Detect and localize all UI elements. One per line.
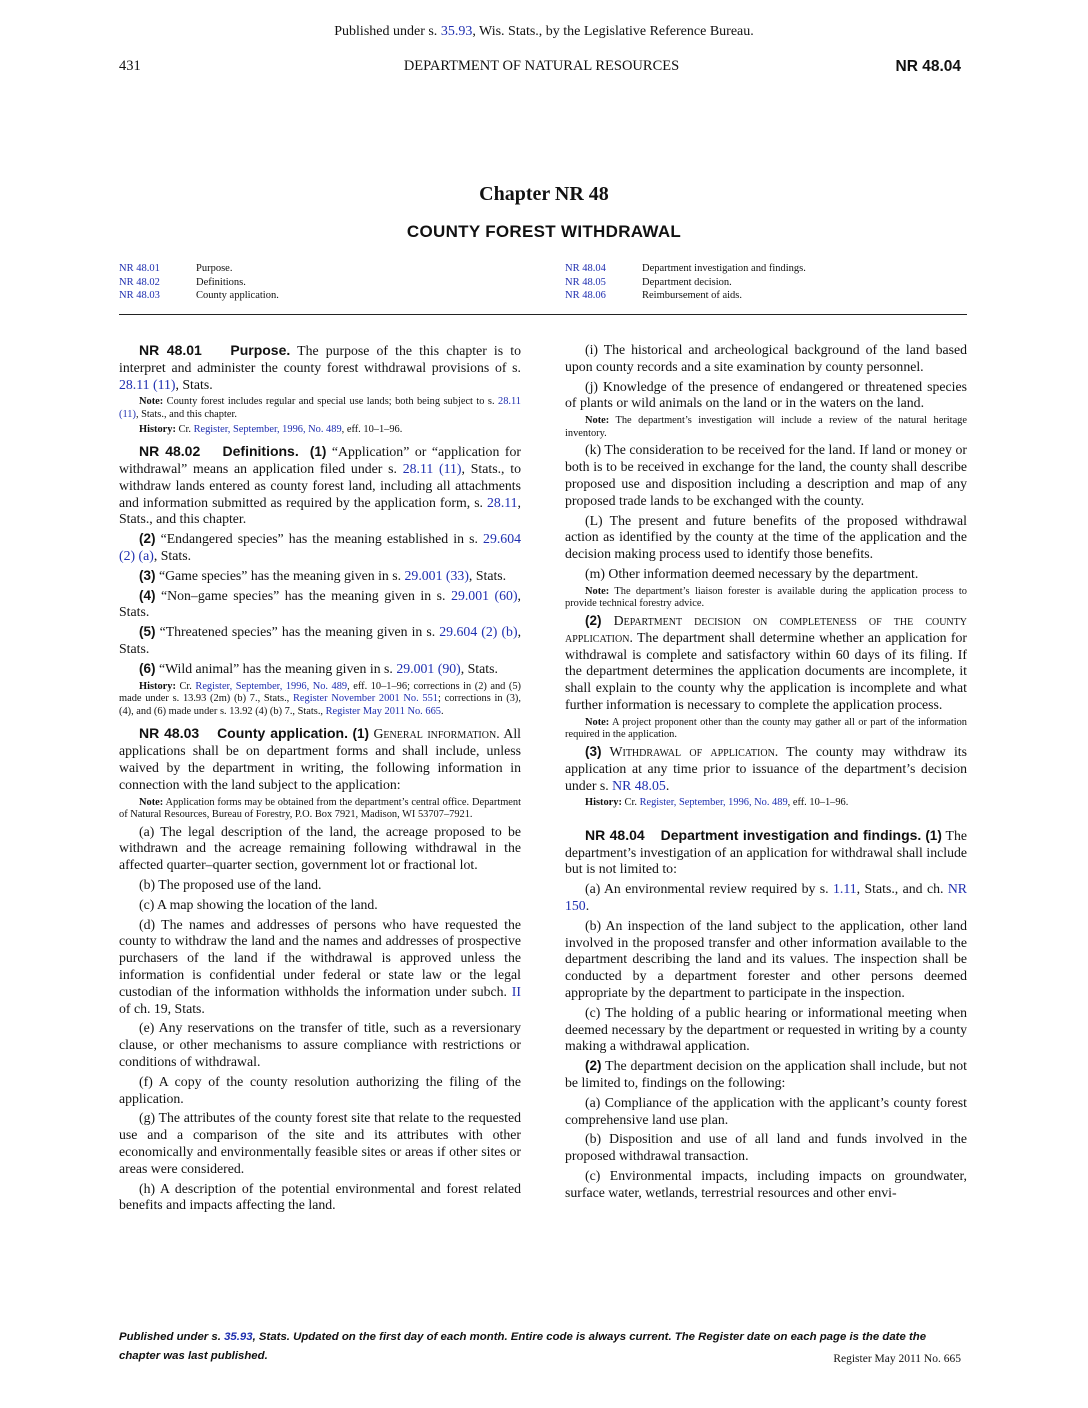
toc-section-link[interactable]: NR 48.01 — [119, 263, 160, 274]
note — [565, 415, 967, 440]
toc-section-link[interactable]: NR 48.02 — [119, 276, 160, 288]
para-text: . — [585, 898, 590, 914]
history-note — [119, 681, 521, 719]
history-text: , eff. 10–1–96. — [787, 797, 849, 809]
history-text: ; corrections in (3), (4), and (6) made under s. 13.92 (4) (b) 7., Stats., — [119, 693, 521, 717]
para-text: The department shall determine whether an application for withdrawal is complete and satisfactory within 60 days of its filing. If the department determines the application documents are incomplete, it shall explain to the county why the application is incomplete and what further information is necessary to complete the application process. — [565, 629, 967, 712]
banner-text-end: , Wis. Stats., by the Legislative Reference Bureau. — [472, 24, 754, 39]
section-48-03 — [119, 725, 521, 793]
section-heading: Definitions. — [222, 443, 299, 460]
paragraph-i: (i) The historical and archeological background of the land based upon county records and a site examination by county personnel. — [565, 342, 967, 374]
banner-statute-link[interactable]: 35.93 — [440, 24, 473, 39]
section-48-01 — [119, 342, 521, 393]
definition-paragraph — [119, 568, 521, 585]
statute-link[interactable]: 28.11 — [487, 494, 518, 510]
history-text: , eff. 10–1–96; corrections in (2) and (5) made under s. 13.93 (2m) (b) 7., Stats., — [119, 680, 522, 705]
history-label: History: — [139, 680, 176, 692]
code-link[interactable]: NR 150 — [565, 881, 967, 914]
statute-link[interactable]: 29.001 (33) — [404, 567, 469, 583]
para-text: All applications shall be on department forms and shall include, unless waived by the department in writing, the following information in connection with the land subject to the application: — [119, 726, 521, 792]
subsection-number: (1) — [352, 726, 369, 742]
note — [119, 396, 521, 421]
toc-title: County application. — [196, 290, 279, 301]
chapter-title: Chapter NR 48 — [479, 183, 609, 205]
header-section-number: NR 48.04 — [895, 58, 961, 75]
toc-entry[interactable] — [565, 262, 806, 276]
subsection-heading: Department decision on completeness of the county application. — [565, 612, 967, 645]
toc-title: Department decision. — [642, 276, 732, 288]
para-text: “Wild animal” has the meaning given in s. — [155, 660, 397, 676]
register-link[interactable]: Register, September, 1996, No. 489 — [193, 423, 342, 435]
toc-section-link[interactable]: NR 48.05 — [565, 276, 606, 288]
footer-text: , Stats. Updated on the first day of each month. Entire code is always current. The Register date on each page is the date the chapter was last published. — [119, 1331, 927, 1362]
para-text: “Non–game species” has the meaning given in s. — [155, 587, 452, 603]
history-text: . — [440, 705, 444, 717]
toc-section-link[interactable]: NR 48.04 — [565, 263, 606, 274]
section-number: NR 48.02 — [139, 443, 201, 460]
para-text: , Stats., and this chapter. — [119, 494, 521, 527]
paragraph-L: (L) The present and future benefits of the proposed withdrawal action as identified by the county at the time of the application and the decision making process used to identify those benefits. — [565, 512, 967, 562]
note-text: County forest includes regular and special use lands; both being subject to s. — [163, 396, 498, 408]
history-label: History: — [139, 423, 176, 435]
paragraph-f: (f) A copy of the county resolution authorizing the filing of the application. — [119, 1073, 521, 1106]
toc-entry[interactable] — [119, 276, 279, 290]
toc-section-link[interactable]: NR 48.03 — [119, 290, 160, 301]
toc-entry[interactable] — [119, 262, 279, 276]
subsection-number: (6) — [139, 660, 156, 676]
paragraph-b: (b) Disposition and use of all land and funds involved in the proposed withdrawal transaction. — [565, 1131, 967, 1164]
paragraph-k: (k) The consideration to be received for the land. If land or money or both is to be received in exchange for the land, the county shall describe proposed use and disposition including a description and map of any proposed trade lands to be exchanged with the county. — [565, 442, 967, 508]
subsection-heading: General information. — [368, 726, 500, 742]
subsection-3 — [565, 744, 967, 794]
toc-section-link[interactable]: NR 48.06 — [565, 290, 606, 301]
para-text: “Threatened species” has the meaning given in s. — [155, 624, 440, 640]
note-label: Note: — [585, 716, 610, 728]
subsection-number: (2) — [139, 531, 156, 547]
subsection-2 — [565, 613, 967, 714]
subsection-number: (2) — [585, 612, 602, 628]
para-text: , Stats. — [119, 587, 521, 620]
statute-link[interactable]: 29.001 (90) — [396, 660, 461, 676]
paragraph-m: (m) Other information deemed necessary by the department. — [585, 565, 919, 581]
note — [565, 586, 967, 611]
left-column — [119, 342, 521, 1217]
section-link[interactable]: NR 48.05 — [612, 777, 666, 793]
note — [565, 717, 967, 742]
statute-link[interactable]: 1.11 — [833, 881, 857, 897]
subsection-number: (1) — [309, 444, 327, 460]
department-name: DEPARTMENT OF NATURAL RESOURCES — [403, 58, 680, 74]
para-text: , Stats. — [175, 376, 213, 392]
divider-rule — [119, 314, 967, 315]
para-text: “Endangered species” has the meaning established in s. — [155, 531, 484, 547]
history-text: Cr. — [621, 797, 640, 809]
right-column — [565, 342, 967, 1205]
register-link[interactable]: Register November 2001 No. 551 — [293, 693, 438, 705]
register-link[interactable]: Register, September, 1996, No. 489 — [195, 680, 348, 692]
paragraph-b: (b) An inspection of the land subject to the application, other land involved in the proposed transfer and other information available to the department describing the land and its values. The inspection shall be conducted by a department forester and other persons deemed appropriate by the department to participate in the inspection. — [565, 917, 967, 1001]
note-label: Note: — [139, 396, 164, 408]
page-number: 431 — [119, 58, 141, 74]
definition-paragraph — [119, 531, 521, 565]
para-text: (a) An environmental review required by s. — [585, 881, 834, 897]
history-label: History: — [585, 797, 622, 809]
history-note — [119, 424, 521, 437]
para-text: “Application” or “application for withdrawal” means an application filed under s. — [119, 444, 522, 476]
running-header — [119, 58, 969, 78]
paragraph-j: (j) Knowledge of the presence of endangered or threatened species of plants or wild animals on the land or in the waters on the land. — [565, 378, 967, 411]
subsection-number: (4) — [139, 587, 156, 603]
statute-link[interactable]: 29.604 (2) (a) — [119, 531, 521, 563]
footer-publication-note — [119, 1328, 939, 1366]
publication-banner — [0, 24, 1088, 40]
definition-paragraph — [119, 624, 521, 658]
para-text: , Stats. — [153, 547, 192, 563]
paragraph-b: (b) The proposed use of the land. — [139, 877, 322, 893]
toc-title: Purpose. — [196, 263, 233, 274]
note-text: , Stats., and this chapter. — [135, 408, 237, 420]
para-text: , Stats., and ch. — [856, 881, 948, 897]
paragraph-c: (c) The holding of a public hearing or informational meeting when deemed necessary by the department or requested in writing by a county making a withdrawal application. — [565, 1004, 967, 1054]
paragraph-a: (a) Compliance of the application with the applicant’s county forest comprehensive land use plan. — [565, 1094, 967, 1127]
definition-paragraph — [119, 661, 521, 678]
para-text: , Stats. — [119, 624, 522, 656]
statute-link[interactable]: 29.001 (60) — [451, 587, 518, 603]
para-text: The county may withdraw its application at any time prior to issuance of the department’s decision under s. — [565, 743, 967, 793]
note-text: A project proponent other than the county may gather all or part of the information required in the application. — [565, 716, 967, 741]
section-heading: Department investigation and findings. — [660, 826, 922, 843]
toc-title: Definitions. — [196, 276, 246, 288]
para-text: (d) The names and addresses of persons who have requested the county to withdraw the land and the names and addresses of prospective purchasers of the land if the withdrawal is approved unless the information is confidential under federal or state law or the legal custodian of the information withholds the information under subch. — [119, 916, 521, 999]
subsection-heading: Withdrawal of application. — [601, 743, 779, 759]
footer-text: Published under s. — [119, 1331, 225, 1343]
subsection-number: (2) — [585, 1058, 602, 1074]
footer-statute-link[interactable]: 35.93 — [224, 1331, 253, 1343]
statute-link[interactable]: 28.11 (11) — [119, 376, 176, 392]
section-48-02 — [119, 443, 521, 528]
para-text: “Game species” has the meaning given in s. — [155, 567, 405, 583]
history-text: Cr. — [175, 423, 194, 435]
history-text: Cr. — [175, 680, 196, 692]
note-text: The department’s investigation will include a review of the natural heritage inventory. — [565, 415, 967, 439]
note-label: Note: — [585, 415, 610, 427]
para-text: of ch. 19, Stats. — [119, 1000, 205, 1016]
paragraph-g: (g) The attributes of the county forest site that relate to the requested use and a comparison of the site and its attributes with other economically and environmentally feasible sites or areas if other sites or areas were considered. — [119, 1110, 521, 1176]
subsection-2 — [565, 1058, 967, 1092]
footer-register-date: Register May 2011 No. 665 — [833, 1353, 961, 1365]
paragraph-d — [119, 917, 521, 1018]
paragraph-h: (h) A description of the potential environmental and forest related benefits and impacts affecting the land. — [119, 1180, 521, 1213]
note — [119, 797, 521, 822]
subsection-number: (1) — [925, 827, 942, 843]
para-text: The purpose of the this chapter is to interpret and administer the county forest withdrawal provisions of s. — [119, 343, 521, 375]
chapter-subtitle: COUNTY FOREST WITHDRAWAL — [406, 222, 682, 241]
section-number: NR 48.04 — [585, 826, 645, 843]
statute-link[interactable]: 29.604 (2) (b) — [439, 624, 518, 640]
history-text: , eff. 10–1–96. — [341, 423, 403, 435]
statute-link[interactable]: 28.11 (11) — [119, 396, 521, 420]
note-text: Application forms may be obtained from the department’s central office. Department of Natural Resources, Bureau of Forestry, P.O. Box 7921, Madison, WI 53707–7921. — [119, 796, 521, 821]
para-text: , Stats., to withdraw lands entered as county forest land, including all attachments and information submitted as required by the application form, s. — [119, 460, 522, 510]
toc-entry[interactable] — [119, 289, 279, 303]
banner-text: Published under s. — [334, 24, 441, 39]
subsection-number: (5) — [139, 624, 156, 640]
statute-link[interactable]: 28.11 (11) — [402, 460, 462, 476]
para-text: The department’s investigation of an application for withdrawal shall include but is not limited to: — [565, 827, 968, 877]
paragraph-e: (e) Any reservations on the transfer of title, such as a reversionary clause, or other mechanisms to assure compliance with restrictions or conditions of withdrawal. — [119, 1020, 521, 1070]
section-number: NR 48.01 — [139, 342, 202, 358]
register-link[interactable]: Register, September, 1996, No. 489 — [639, 797, 788, 809]
toc-title: Reimbursement of aids. — [642, 290, 743, 301]
subsection-number: (3) — [139, 567, 156, 583]
toc-entry[interactable] — [565, 289, 806, 303]
para-text: , Stats. — [460, 660, 498, 676]
subsection-number: (3) — [585, 743, 602, 759]
toc-entry[interactable] — [565, 276, 806, 290]
paragraph-a: (a) The legal description of the land, the acreage proposed to be withdrawn and the acreage remaining following withdrawal in the affected quarter–quarter section, government lot or fractional lot. — [119, 823, 521, 873]
para-text: The department decision on the application shall include, but not be limited to, findings on the following: — [565, 1058, 967, 1091]
section-48-04 — [565, 827, 967, 878]
register-link[interactable]: Register May 2011 No. 665 — [325, 705, 441, 717]
table-of-contents-left — [119, 262, 279, 303]
section-number: NR 48.03 — [139, 725, 200, 742]
para-text: . — [665, 777, 670, 793]
history-note — [565, 797, 967, 810]
section-heading: County application. — [217, 725, 348, 742]
paragraph-a — [565, 881, 967, 915]
paragraph-c: (c) A map showing the location of the land. — [139, 896, 378, 912]
table-of-contents-right — [565, 262, 806, 303]
note-text: The department’s liaison forester is available during the application process to provide technical forestry advice. — [565, 585, 967, 610]
note-label: Note: — [139, 796, 164, 808]
section-heading: Purpose. — [230, 342, 291, 358]
para-text: , Stats. — [468, 567, 507, 583]
toc-title: Department investigation and findings. — [642, 263, 806, 274]
definition-paragraph — [119, 588, 521, 622]
statute-link[interactable]: II — [511, 983, 521, 999]
note-label: Note: — [585, 585, 610, 597]
paragraph-c: (c) Environmental impacts, including impacts on groundwater, surface water, wetlands, terrestrial resources and other envi- — [565, 1168, 967, 1200]
